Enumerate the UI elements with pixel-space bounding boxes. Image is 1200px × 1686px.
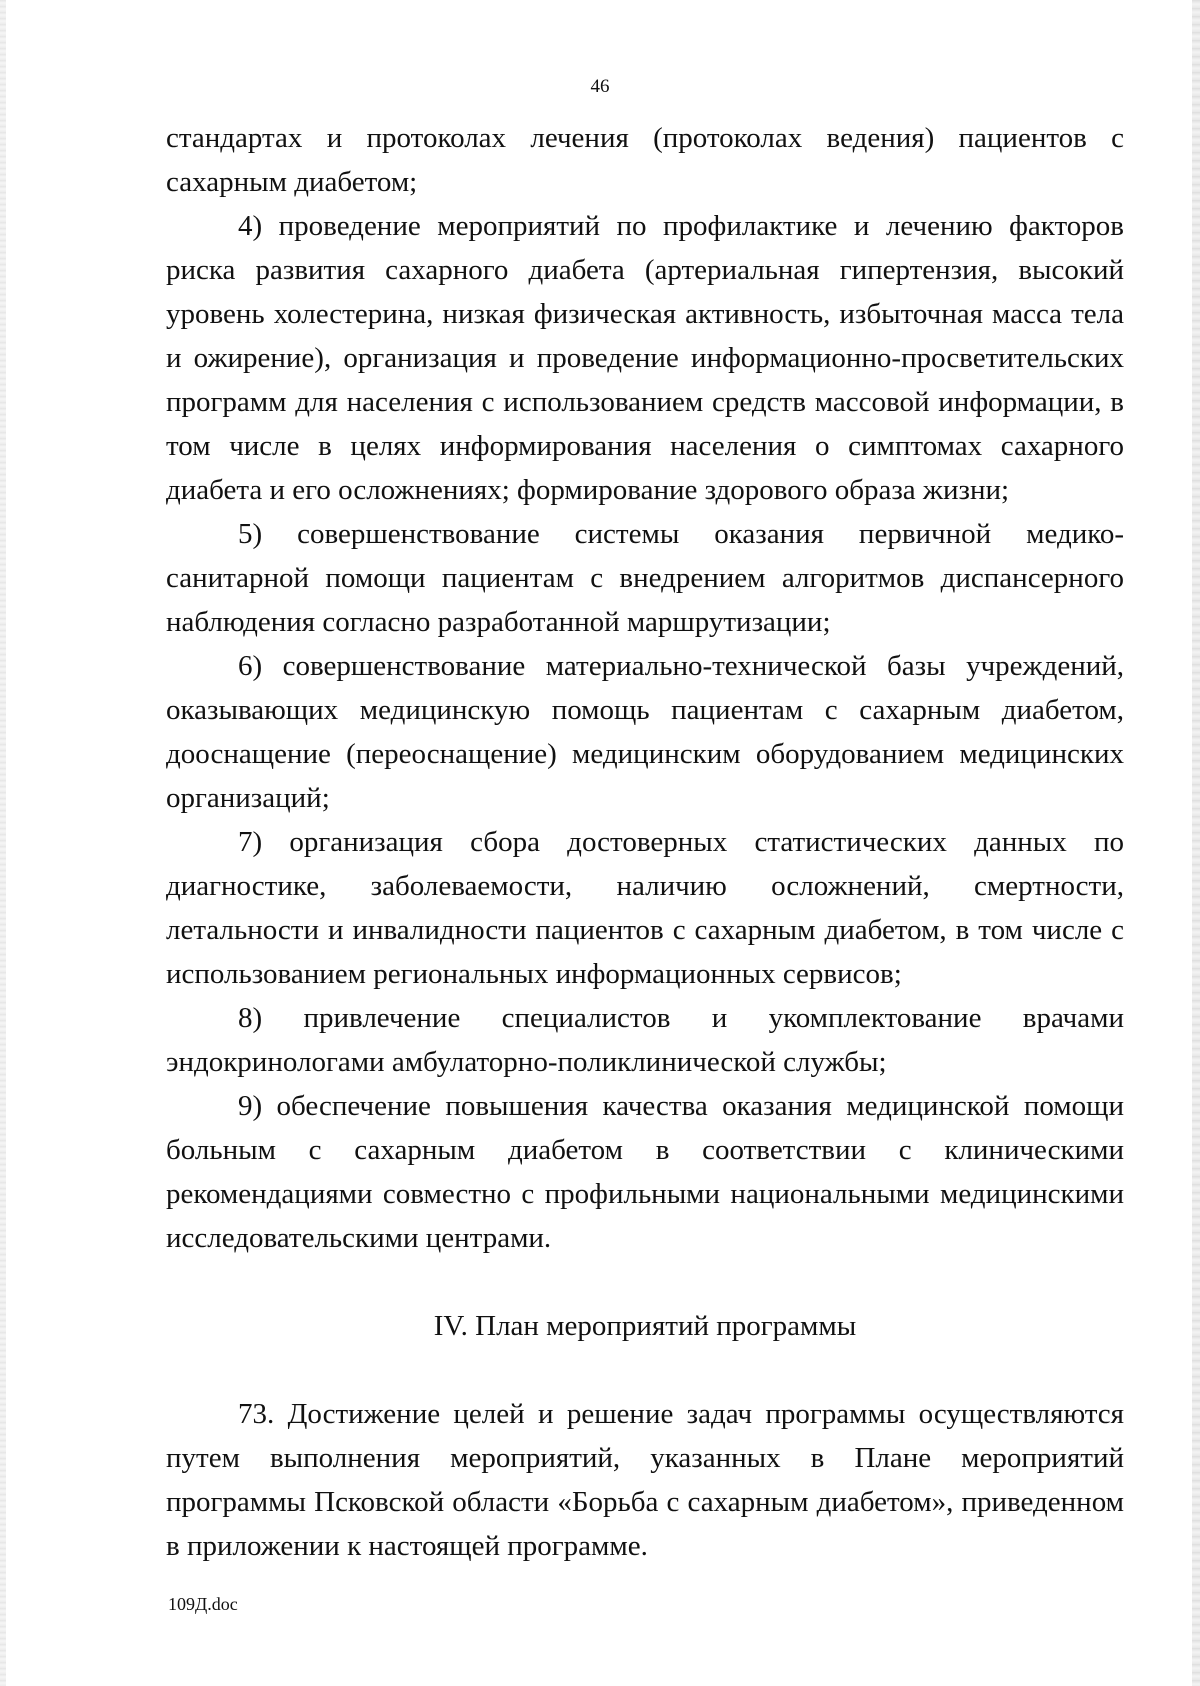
paragraph-item-7: 7) организация сбора достоверных статистических данных по диагностике, заболеваемости, наличию осложнений, смертности, летальности и инвалидности пациентов с сахарным диабетом, в том числе с использованием региональных информационных сервисов;: [166, 826, 1124, 990]
paragraph-item-9: 9) обеспечение повышения качества оказания медицинской помощи больным с сахарным диабетом в соответствии с клиническими рекомендациями совместно с профильными национальными медицинскими исследовательскими центрами.: [166, 1090, 1124, 1254]
paragraph-73: 73. Достижение целей и решение задач программы осуществляются путем выполнения мероприятий, указанных в Плане мероприятий программы Псковской области «Борьба с сахарным диабетом», приведенном в приложении к настоящей программе.: [166, 1398, 1124, 1562]
footer-filename: 109Д.doc: [168, 1594, 238, 1614]
paragraph-item-6: 6) совершенствование материально-технической базы учреждений, оказывающих медицинскую помощь пациентам с сахарным диабетом, дооснащение (переоснащение) медицинским оборудованием медицинских организаций;: [166, 650, 1124, 814]
scan-edge-right: [1192, 0, 1200, 1686]
paragraph-item-5: 5) совершенствование системы оказания первичной медико-санитарной помощи пациентам с внедрением алгоритмов диспансерного наблюдения согласно разработанной маршрутизации;: [166, 518, 1124, 638]
section-heading: IV. План мероприятий программы: [433, 1310, 857, 1342]
paragraph-continuation: стандартах и протоколах лечения (протоколах ведения) пациентов с сахарным диабетом;: [166, 122, 1124, 198]
paragraph-item-4: 4) проведение мероприятий по профилактике и лечению факторов риска развития сахарного диабета (артериальная гипертензия, высокий уровень холестерина, низкая физическая активность, избыточная масса тела и ожирение), организация и проведение информационно-просветительских программ для населения с использованием средств массовой информации, в том числе в целях информирования населения о симптомах сахарного диабета и его осложнениях; формирование здорового образа жизни;: [166, 210, 1124, 506]
page-number: 46: [590, 76, 610, 97]
scan-edge-left: [0, 0, 6, 1686]
document-body: [166, 116, 1124, 1568]
paragraph-item-8: 8) привлечение специалистов и укомплектование врачами эндокринологами амбулаторно-поликлинической службы;: [166, 1002, 1124, 1078]
